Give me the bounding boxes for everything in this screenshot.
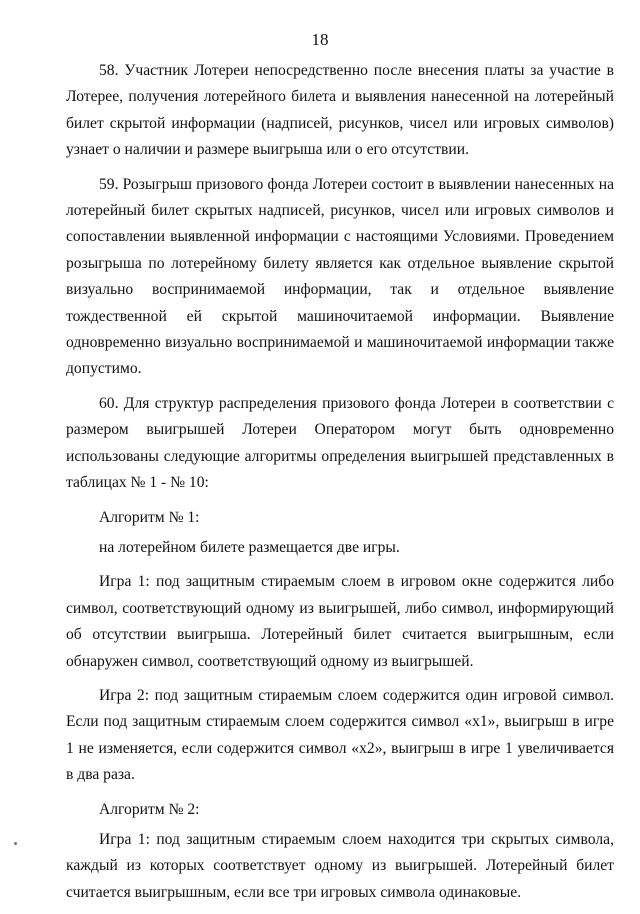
page-number: 18 xyxy=(311,30,329,49)
algorithm-1-game-2: Игра 2: под защитным стираемым слоем содержится один игровой символ. Если под защитным стираемым слоем содержится символ «x1», выигрыш в игре 1 не изменяется, если содержится символ «x2», выигрыш в игре 1 увеличивается в два раза. xyxy=(66,686,614,784)
scan-speck xyxy=(14,842,17,845)
paragraph-60: 60. Для структур распределения призового фонда Лотереи в соответствии с размером выигрышей Лотереи Оператором могут быть одновременно использованы следующие алгоритмы определения выигрышей представленных в таблицах № 1 - № 10: xyxy=(66,394,614,492)
algorithm-2-game-1: Игра 1: под защитным стираемым слоем находится три скрытых символа, каждый из которых соответствует одному из выигрышей. Лотерейный билет считается выигрышным, если все три игровых символа одинаковые. xyxy=(66,830,614,901)
algorithm-1-intro: на лотерейном билете размещается две игры. xyxy=(99,538,400,556)
paragraph-59: 59. Розыгрыш призового фонда Лотереи состоит в выявлении нанесенных на лотерейный билет скрытых надписей, рисунков, чисел или игровых символов и сопоставлении выявленной информации с настоящими Условиями. Проведением розыгрыша по лотерейному билету является как отдельное выявление скрытой визуально воспринимаемой информации, так и отдельное выявление тождественной ей скрытой машиночитаемой информации. Выявление одновременно визуально воспринимаемой и машиночитаемой информации также допустимо. xyxy=(66,175,614,378)
algorithm-1-heading: Алгоритм № 1: xyxy=(99,508,200,526)
algorithm-2-heading: Алгоритм № 2: xyxy=(99,800,200,818)
algorithm-1-game-1: Игра 1: под защитным стираемым слоем в игровом окне содержится либо символ, соответствующий одному из выигрышей, либо символ, информирующий об отсутствии выигрыша. Лотерейный билет считается выигрышным, если обнаружен символ, соответствующий одному из выигрышей. xyxy=(66,573,614,670)
paragraph-58: 58. Участник Лотереи непосредственно после внесения платы за участие в Лотерее, получения лотерейного билета и выявления нанесенной на лотерейный билет скрытой информации (надписей, рисунков, чисел или игровых символов) узнает о наличии и размере выигрыша или о его отсутствии. xyxy=(66,62,614,159)
document-body xyxy=(66,58,614,914)
